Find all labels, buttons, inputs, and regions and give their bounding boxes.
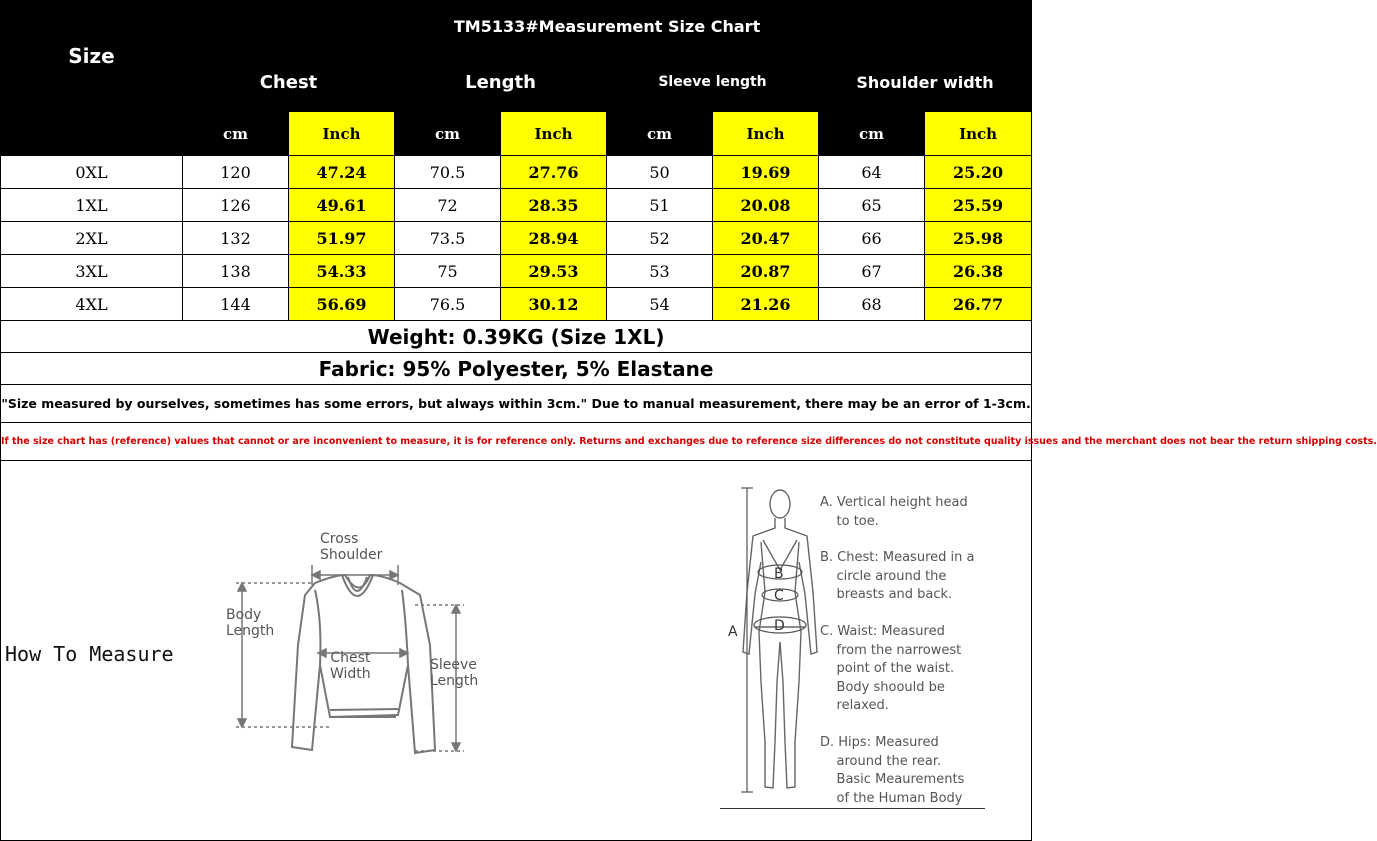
value-cell: 25.20 xyxy=(925,156,1032,189)
value-cell: 132 xyxy=(183,222,289,255)
group-header-length: Length xyxy=(395,53,607,112)
value-cell: 50 xyxy=(607,156,713,189)
human-body-icon xyxy=(725,482,825,807)
group-header-sleeve-length: Sleeve length xyxy=(607,53,819,112)
unit-inch: Inch xyxy=(713,112,819,156)
table-row xyxy=(1,288,1032,321)
value-cell: 126 xyxy=(183,189,289,222)
table-row xyxy=(1,222,1032,255)
value-cell: 72 xyxy=(395,189,501,222)
value-cell: 120 xyxy=(183,156,289,189)
value-cell: 68 xyxy=(819,288,925,321)
measurement-note: "Size measured by ourselves, sometimes has some errors, but always within 3cm." Due to manual measurement, there may be an error of 1-3cm. xyxy=(1,385,1032,423)
value-cell: 56.69 xyxy=(289,288,395,321)
weight-info: Weight: 0.39KG (Size 1XL) xyxy=(1,321,1032,353)
value-cell: 67 xyxy=(819,255,925,288)
group-header-chest: Chest xyxy=(183,53,395,112)
unit-cm: cm xyxy=(607,112,713,156)
value-cell: 76.5 xyxy=(395,288,501,321)
table-row xyxy=(1,189,1032,222)
value-cell: 73.5 xyxy=(395,222,501,255)
value-cell: 47.24 xyxy=(289,156,395,189)
unit-inch: Inch xyxy=(501,112,607,156)
body-measurement-figure xyxy=(720,482,990,812)
size-cell: 1XL xyxy=(1,189,183,222)
unit-cm: cm xyxy=(183,112,289,156)
value-cell: 51.97 xyxy=(289,222,395,255)
value-cell: 65 xyxy=(819,189,925,222)
value-cell: 26.38 xyxy=(925,255,1032,288)
value-cell: 27.76 xyxy=(501,156,607,189)
size-cell: 4XL xyxy=(1,288,183,321)
value-cell: 75 xyxy=(395,255,501,288)
fabric-info: Fabric: 95% Polyester, 5% Elastane xyxy=(1,353,1032,385)
body-letter-c: C xyxy=(774,588,784,604)
value-cell: 30.12 xyxy=(501,288,607,321)
disclaimer-text: If the size chart has (reference) values that cannot or are inconvenient to measure, it is for reference only. Returns and exchanges due to reference size differences do not constitute quality issues and the merchant does not bear the return shipping costs. xyxy=(1,423,1032,461)
size-cell: 3XL xyxy=(1,255,183,288)
unit-inch: Inch xyxy=(289,112,395,156)
table-row xyxy=(1,255,1032,288)
value-cell: 54 xyxy=(607,288,713,321)
value-cell: 53 xyxy=(607,255,713,288)
value-cell: 144 xyxy=(183,288,289,321)
chart-title: TM5133#Measurement Size Chart xyxy=(183,1,1032,53)
value-cell: 20.08 xyxy=(713,189,819,222)
value-cell: 28.94 xyxy=(501,222,607,255)
how-to-measure-label: How To Measure xyxy=(5,642,174,666)
value-cell: 20.47 xyxy=(713,222,819,255)
value-cell: 138 xyxy=(183,255,289,288)
body-letter-d: D xyxy=(774,618,785,634)
value-cell: 25.59 xyxy=(925,189,1032,222)
size-header-spacer xyxy=(1,112,183,156)
value-cell: 28.35 xyxy=(501,189,607,222)
value-cell: 21.26 xyxy=(713,288,819,321)
size-cell: 2XL xyxy=(1,222,183,255)
unit-cm: cm xyxy=(819,112,925,156)
value-cell: 54.33 xyxy=(289,255,395,288)
group-header-shoulder-width: Shoulder width xyxy=(819,53,1032,112)
size-column-header: Size xyxy=(1,1,183,112)
value-cell: 66 xyxy=(819,222,925,255)
cross-shoulder-label: Cross Shoulder xyxy=(320,531,383,563)
value-cell: 64 xyxy=(819,156,925,189)
body-note-a: A. Vertical height head to toe. xyxy=(820,495,968,529)
body-note-c: C. Waist: Measured from the narrowest point of the waist. Body shoould be relaxed. xyxy=(820,624,962,713)
body-letter-b: B xyxy=(774,566,784,582)
figure-baseline xyxy=(720,808,985,809)
value-cell: 52 xyxy=(607,222,713,255)
unit-inch: Inch xyxy=(925,112,1032,156)
body-letter-a: A xyxy=(728,624,738,640)
value-cell: 26.77 xyxy=(925,288,1032,321)
value-cell: 19.69 xyxy=(713,156,819,189)
chest-width-label: Chest Width xyxy=(330,650,371,682)
value-cell: 29.53 xyxy=(501,255,607,288)
body-note-d: D. Hips: Measured around the rear. Basic Meaurements of the Human Body xyxy=(820,735,965,806)
table-row xyxy=(1,156,1032,189)
body-note-b: B. Chest: Measured in a circle around the breasts and back. xyxy=(820,550,975,602)
size-cell: 0XL xyxy=(1,156,183,189)
shirt-measurement-figure xyxy=(220,525,490,765)
value-cell: 51 xyxy=(607,189,713,222)
unit-cm: cm xyxy=(395,112,501,156)
value-cell: 20.87 xyxy=(713,255,819,288)
value-cell: 49.61 xyxy=(289,189,395,222)
value-cell: 25.98 xyxy=(925,222,1032,255)
value-cell: 70.5 xyxy=(395,156,501,189)
body-length-label: Body Length xyxy=(226,607,275,639)
sleeve-length-label: Sleeve Length xyxy=(430,657,479,689)
